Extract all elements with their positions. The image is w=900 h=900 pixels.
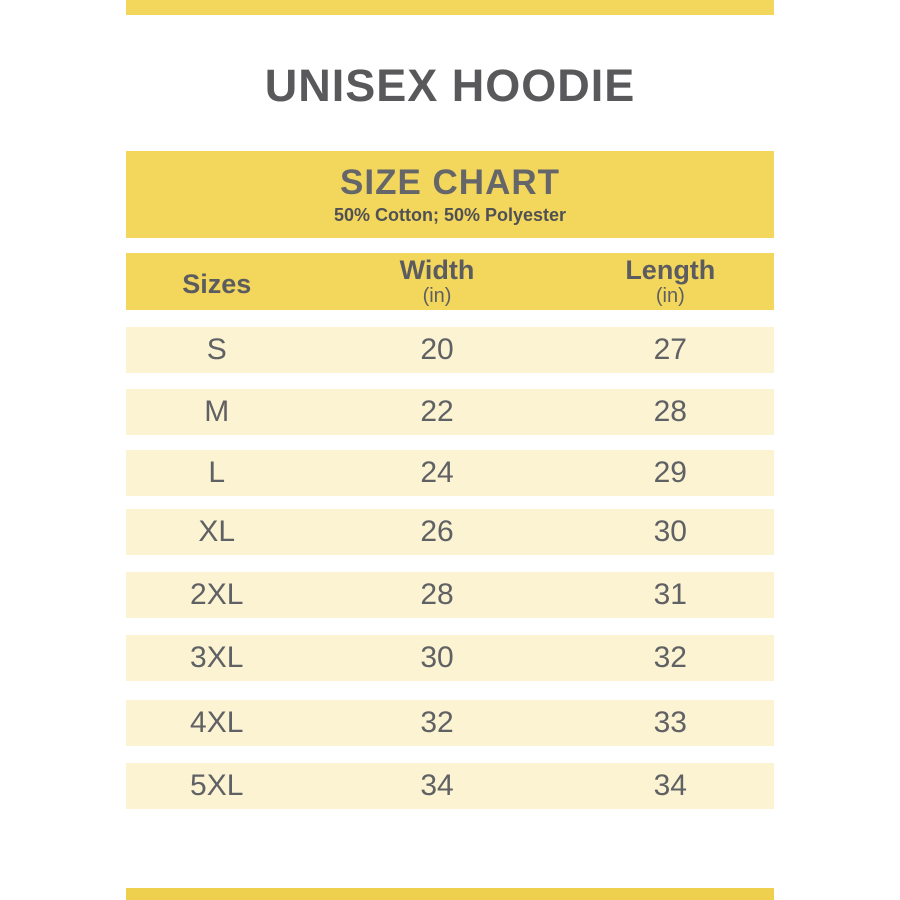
table-row	[126, 763, 774, 809]
cell-size: 4XL	[190, 706, 244, 739]
cell-length: 30	[653, 515, 687, 548]
size-chart-banner	[126, 151, 774, 238]
cell-width: 26	[420, 515, 454, 548]
header-label-sizes: Sizes	[182, 269, 252, 299]
cell-length: 31	[653, 578, 687, 611]
cell-length: 34	[653, 769, 687, 802]
cell-size: M	[204, 395, 230, 428]
bottom-accent-bar	[126, 888, 774, 900]
cell-size: S	[206, 333, 227, 366]
header-cell-sizes	[126, 253, 307, 310]
cell-size: XL	[198, 515, 236, 548]
cell-width: 32	[420, 706, 454, 739]
cell-size: L	[208, 456, 226, 489]
table-row	[126, 327, 774, 373]
material-composition: 50% Cotton; 50% Polyester	[333, 204, 567, 225]
table-row	[126, 635, 774, 681]
cell-width: 30	[420, 641, 454, 674]
cell-size: 5XL	[190, 769, 244, 802]
table-row	[126, 389, 774, 435]
cell-size: 2XL	[190, 578, 244, 611]
cell-length: 32	[653, 641, 687, 674]
header-cell-length	[567, 253, 774, 310]
cell-width: 20	[420, 333, 454, 366]
header-cell-width	[307, 253, 566, 310]
table-row	[126, 509, 774, 555]
cell-width: 24	[420, 456, 454, 489]
table-header-row	[126, 253, 774, 310]
cell-width: 34	[420, 769, 454, 802]
top-accent-bar	[126, 0, 774, 15]
cell-length: 28	[653, 395, 687, 428]
table-row	[126, 572, 774, 618]
page-title: UNISEX HOODIE	[264, 60, 636, 111]
header-unit-width: (in)	[422, 285, 452, 307]
cell-size: 3XL	[190, 641, 244, 674]
cell-width: 28	[420, 578, 454, 611]
cell-length: 29	[653, 456, 687, 489]
table-row	[126, 700, 774, 746]
header-label-width: Width	[399, 255, 475, 285]
cell-length: 33	[653, 706, 687, 739]
header-label-length: Length	[625, 255, 716, 285]
header-unit-length: (in)	[655, 285, 685, 307]
cell-width: 22	[420, 395, 454, 428]
size-chart-heading: SIZE CHART	[340, 162, 560, 202]
table-row	[126, 450, 774, 496]
cell-length: 27	[653, 333, 687, 366]
